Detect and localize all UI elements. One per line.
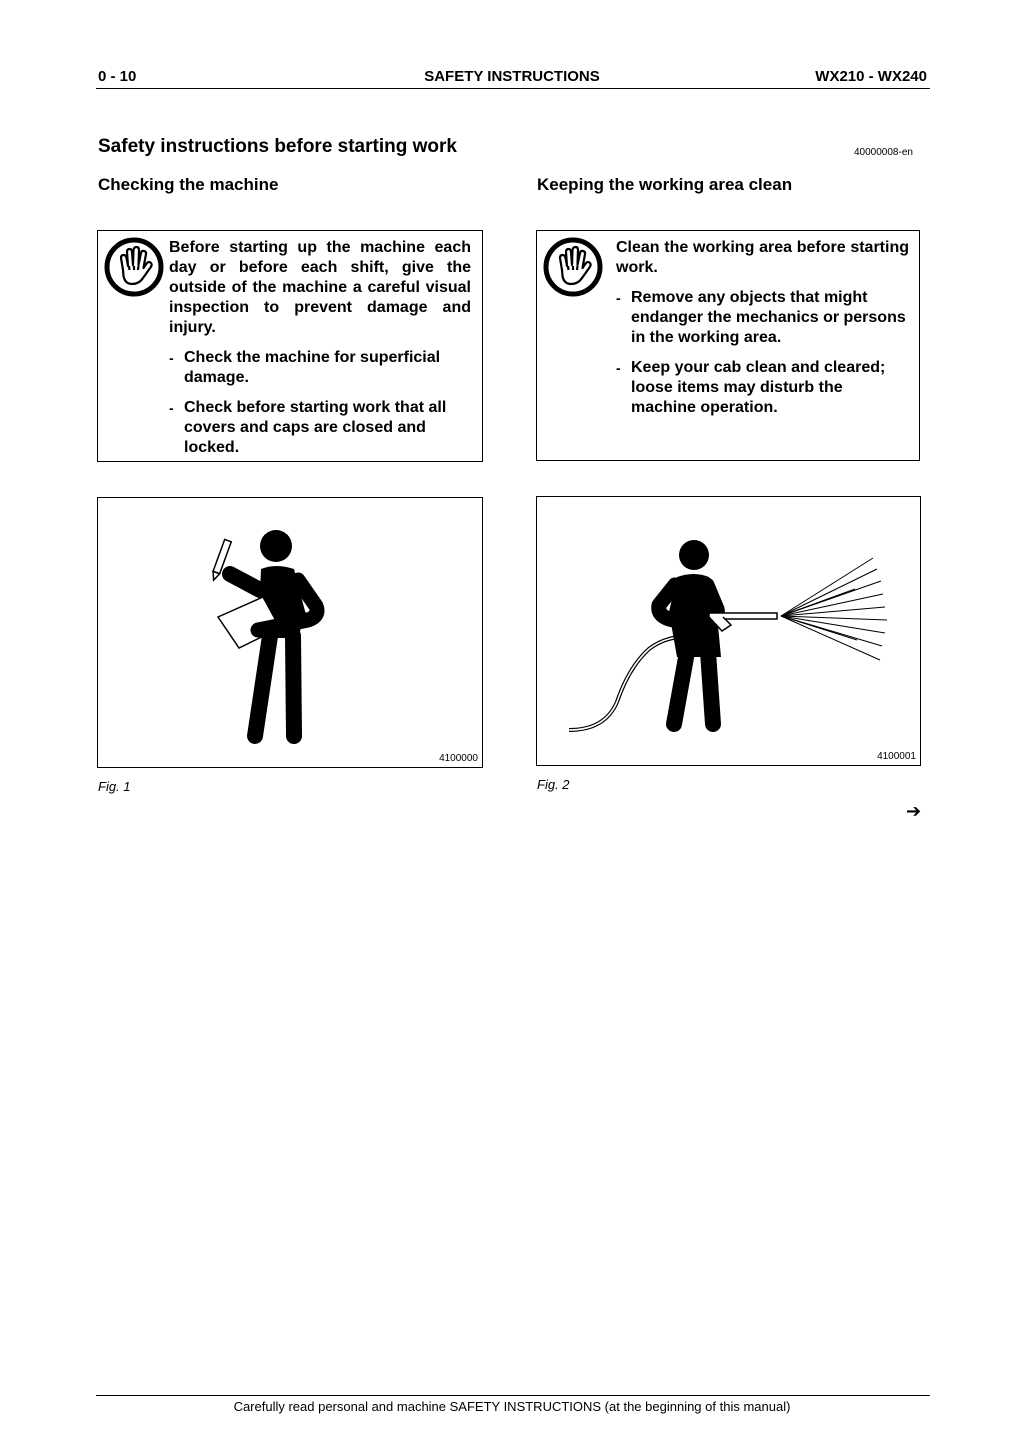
right-bullet-1 [616,288,909,348]
left-heading: Checking the machine [98,175,279,194]
left-bullet-2 [169,398,471,458]
right-bullet-2 [616,358,909,418]
bullet-dash: - [616,290,621,306]
section-title: SAFETY INSTRUCTIONS [424,68,600,85]
page-title: Safety instructions before starting work [98,136,457,157]
person-with-clipboard-illustration [98,498,483,768]
stop-hand-icon [542,236,604,298]
figure-code: 4100001 [877,751,916,762]
model-name: WX210 - WX240 [815,68,927,85]
arrow-right-icon: ➔ [906,801,922,822]
page-number: 0 - 10 [98,68,137,85]
figure-code: 4100000 [439,753,478,764]
figure-caption: Fig. 1 [98,779,131,794]
figure-caption: Fig. 2 [537,777,570,792]
bullet-dash: - [169,400,174,416]
stop-hand-icon [103,236,165,298]
right-heading: Keeping the working area clean [537,175,793,194]
bullet-text: Keep your cab clean and cleared; loose items may disturb the machine operation. [631,359,886,416]
bullet-text: Check the machine for superficial damage. [184,349,441,386]
figure-inspection [97,497,483,768]
left-intro-text: Before starting up the machine each day or before each shift, give the outside of the machine a careful visual inspection to prevent damage and injury. [169,239,471,336]
bullet-dash: - [169,350,174,366]
right-intro-text: Clean the working area before starting work. [616,239,909,276]
person-with-spray-hose-illustration [537,497,921,766]
header-rule [96,88,930,89]
footer-rule [96,1395,930,1396]
bullet-dash: - [616,360,621,376]
bullet-text: Remove any objects that might endanger the mechanics or persons in the working area. [631,289,906,346]
document-code: 40000008-en [854,147,913,158]
bullet-text: Check before starting work that all covers and caps are closed and locked. [184,399,447,456]
right-warning-box [536,230,920,461]
figure-cleaning [536,496,921,766]
footer-text: Carefully read personal and machine SAFETY INSTRUCTIONS (at the beginning of this manual) [233,1399,791,1414]
left-bullet-1 [169,348,471,388]
left-warning-box [97,230,483,462]
